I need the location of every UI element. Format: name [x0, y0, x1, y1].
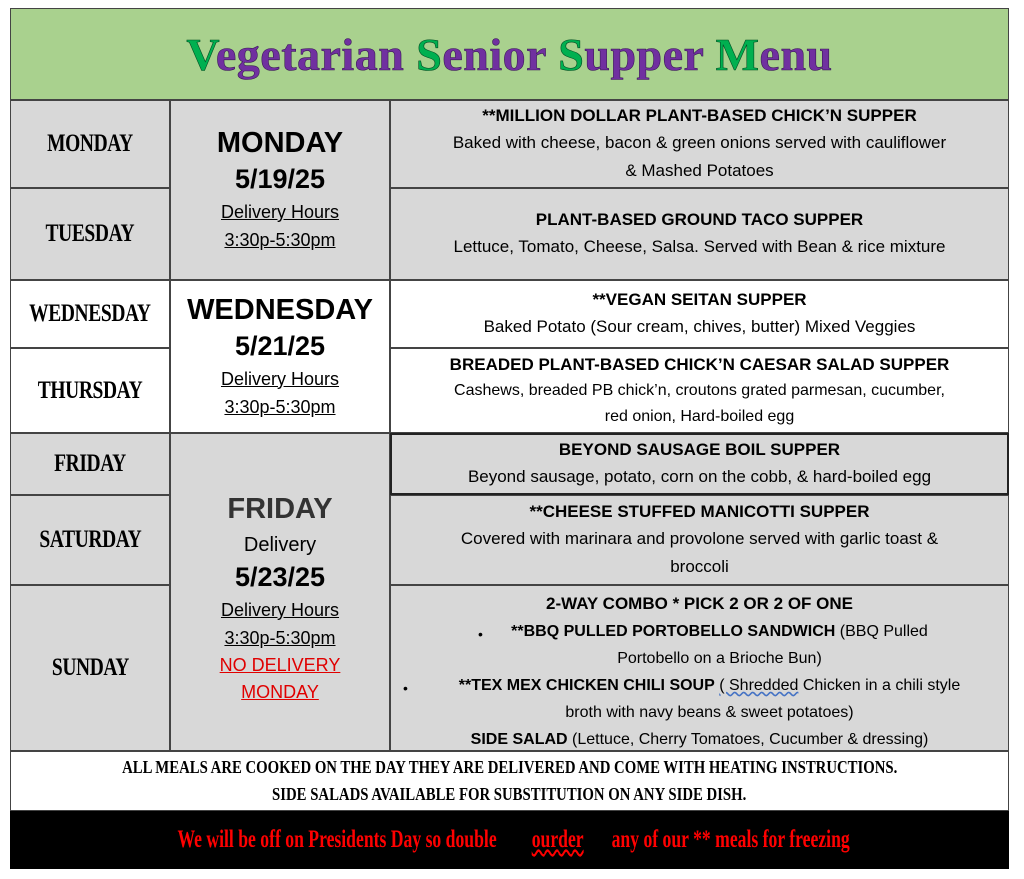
- meal-title: **VEGAN SEITAN SUPPER: [592, 290, 807, 309]
- meal-desc: Baked Potato (Sour cream, chives, butter) Mixed Veggies: [483, 317, 916, 336]
- delivery-date: 5/21/25: [234, 330, 326, 361]
- meal-info-footer: [10, 751, 1009, 811]
- delivery-hours-label: Delivery Hours: [220, 368, 340, 389]
- meal-title: PLANT-BASED GROUND TACO SUPPER: [535, 210, 864, 229]
- day-label-saturday: SATURDAY: [10, 495, 170, 585]
- delivery-day: MONDAY: [216, 127, 344, 159]
- page-title: Vegetarian Senior Supper Menu: [186, 28, 833, 80]
- footer-line-2: SIDE SALADS AVAILABLE FOR SUBSTITUTION ON ANY SIDE DISH.: [272, 784, 747, 804]
- no-delivery-day: MONDAY: [241, 682, 319, 702]
- meal-title: 2-WAY COMBO * PICK 2 OR 2 OF ONE: [545, 594, 853, 613]
- combo-item-1-cont: Portobello on a Brioche Bun): [617, 650, 822, 667]
- day-label-tuesday: TUESDAY: [10, 188, 170, 280]
- day-label-friday: FRIDAY: [10, 433, 170, 495]
- meal-tuesday: [390, 188, 1009, 280]
- bullet-icon: •: [478, 626, 483, 642]
- footer-line-1: ALL MEALS ARE COOKED ON THE DAY THEY ARE DELIVERED AND COME WITH HEATING INSTRUCTIONS.: [121, 757, 898, 777]
- delivery-hours: 3:30p-5:30pm: [224, 396, 336, 417]
- delivery-hours: 3:30p-5:30pm: [224, 628, 336, 648]
- combo-item-1: **BBQ PULLED PORTOBELLO SANDWICH (BBQ Pulled: [511, 623, 928, 640]
- meal-desc: broccoli: [670, 557, 729, 576]
- delivery-block-wednesday: [170, 280, 390, 433]
- meal-desc: Cashews, breaded PB chick’n, croutons grated parmesan, cucumber,: [454, 381, 945, 399]
- delivery-mid-label: Delivery: [243, 534, 317, 556]
- delivery-day: WEDNESDAY: [187, 293, 373, 326]
- meal-desc: Lettuce, Tomato, Cheese, Salsa. Served with Bean & rice mixture: [453, 237, 946, 256]
- meal-wednesday: [390, 280, 1009, 348]
- delivery-hours-label: Delivery Hours: [220, 600, 340, 620]
- delivery-date: 5/19/25: [234, 164, 326, 194]
- meal-desc: red onion, Hard-boiled egg: [604, 407, 795, 425]
- delivery-block-friday: [170, 433, 390, 751]
- meal-desc: Beyond sausage, potato, corn on the cobb, & hard-boiled egg: [467, 467, 932, 486]
- holiday-notice-bar: [10, 811, 1009, 869]
- meal-title: BEYOND SAUSAGE BOIL SUPPER: [558, 440, 841, 459]
- meal-thursday: [390, 348, 1009, 433]
- meal-title: **CHEESE STUFFED MANICOTTI SUPPER: [529, 502, 870, 521]
- side-salad-line: SIDE SALAD (Lettuce, Cherry Tomatoes, Cucumber & dressing): [470, 731, 929, 748]
- meal-desc: Baked with cheese, bacon & green onions served with cauliflower: [452, 133, 947, 152]
- delivery-day: FRIDAY: [227, 493, 333, 525]
- meal-desc: & Mashed Potatoes: [625, 161, 774, 180]
- day-label-wednesday: WEDNESDAY: [10, 280, 170, 348]
- meal-title: **MILLION DOLLAR PLANT-BASED CHICK’N SUPPER: [482, 106, 917, 125]
- meal-saturday: [390, 495, 1009, 585]
- day-label-monday: MONDAY: [10, 100, 170, 188]
- delivery-date: 5/23/25: [234, 562, 326, 592]
- combo-item-2: **TEX MEX CHICKEN CHILI SOUP ( Shredded Chicken in a chili style: [458, 677, 961, 694]
- meal-sunday: [390, 585, 1009, 751]
- day-label-sunday: SUNDAY: [10, 585, 170, 751]
- meal-friday: [390, 433, 1009, 495]
- no-delivery-note: NO DELIVERY: [219, 655, 341, 675]
- bullet-icon: •: [403, 680, 408, 696]
- combo-item-2-cont: broth with navy beans & sweet potatoes): [565, 704, 854, 721]
- day-label-thursday: THURSDAY: [10, 348, 170, 433]
- menu-header: [10, 8, 1009, 100]
- meal-desc: Covered with marinara and provolone served with garlic toast &: [460, 529, 939, 548]
- meal-monday: [390, 100, 1009, 188]
- meal-title: BREADED PLANT-BASED CHICK’N CAESAR SALAD SUPPER: [449, 354, 950, 374]
- delivery-hours: 3:30p-5:30pm: [224, 230, 336, 250]
- delivery-hours-label: Delivery Hours: [220, 202, 340, 222]
- delivery-block-monday: [170, 100, 390, 280]
- holiday-notice: We will be off on Presidents Day so doubleourderany of our ** meals for freezing: [177, 826, 850, 853]
